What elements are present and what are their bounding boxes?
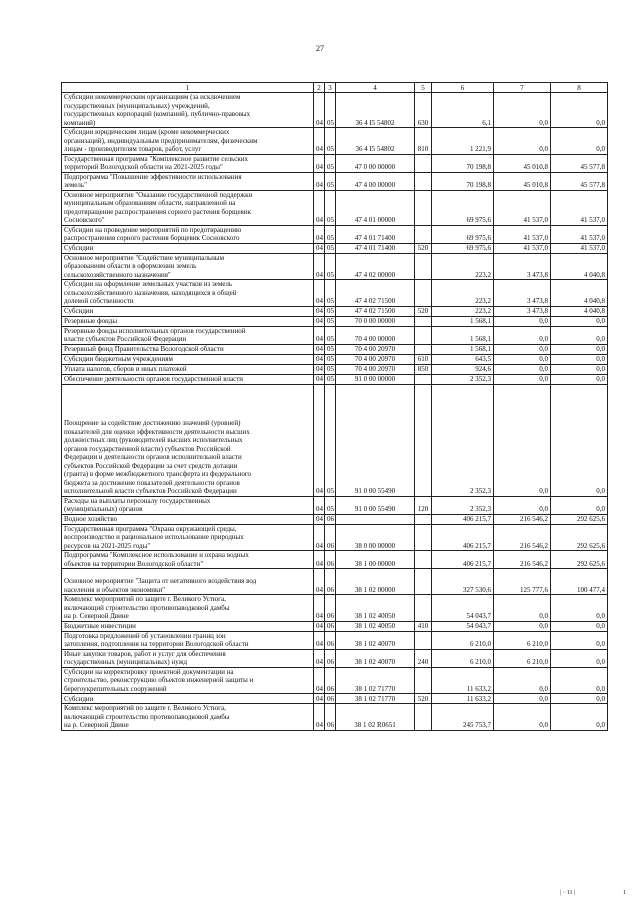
expense-type-cell [415,253,432,280]
table-row [62,316,608,326]
table-row [62,225,608,243]
target-article-cell: 70 4 00 20970 [336,364,415,374]
target-article-cell: 47 4 00 00000 [336,172,415,190]
expense-type-cell [415,384,432,496]
expense-type-cell: 520 [415,243,432,253]
header-row [62,83,608,93]
amount-2021-cell: 6 210,0 [432,649,494,667]
table-row [62,667,608,694]
table-row [62,649,608,667]
amount-2023-cell: 0,0 [551,621,608,631]
budget-table [61,82,608,731]
section-code-cell: 04 [314,649,325,667]
subsection-code-cell: 05 [325,243,336,253]
subsection-code-cell: 05 [325,316,336,326]
row-name-cell: Комплекс мероприятий по защите г. Великого Устюга, включающий строительство противопаводковой дамбы на р. Северной Двине [62,595,314,622]
subsection-code-cell: 06 [325,595,336,622]
amount-2023-cell: 0,0 [551,344,608,354]
amount-2022-cell: 3 473,8 [494,306,551,316]
expense-type-cell: 410 [415,621,432,631]
table-row [62,524,608,551]
target-article-cell: 91 0 00 55490 [336,384,415,496]
amount-2021-cell: 2 352,3 [432,384,494,496]
section-code-cell: 04 [314,569,325,595]
section-code-cell: 04 [314,253,325,280]
row-name-cell: Основное мероприятие "Защита от негативного воздействия вод населения и объектов экономики" [62,569,314,595]
expense-type-cell: 120 [415,496,432,514]
target-article-cell: 38 1 02 40050 [336,621,415,631]
amount-2022-cell: 0,0 [494,326,551,344]
amount-2023-cell: 0,0 [551,667,608,694]
subsection-code-cell: 06 [325,694,336,704]
section-code-cell: 04 [314,172,325,190]
footer-mark-right: 1 [623,890,626,896]
amount-2022-cell: 0,0 [494,128,551,155]
amount-2023-cell: 0,0 [551,316,608,326]
amount-2023-cell: 41 537,0 [551,225,608,243]
target-article-cell: 38 1 02 40070 [336,649,415,667]
amount-2021-cell: 70 198,8 [432,154,494,172]
subsection-code-cell: 05 [325,374,336,384]
expense-type-cell: 240 [415,649,432,667]
amount-2022-cell: 0,0 [494,496,551,514]
amount-2022-cell: 0,0 [494,93,551,128]
table-row [62,326,608,344]
expense-type-cell [415,326,432,344]
amount-2023-cell: 4 040,8 [551,306,608,316]
amount-2023-cell: 0,0 [551,694,608,704]
table-row [62,551,608,569]
amount-2023-cell: 0,0 [551,384,608,496]
table-row [62,190,608,225]
row-name-cell: Резервный фонд Правительства Вологодской области [62,344,314,354]
amount-2021-cell: 1 568,1 [432,316,494,326]
header-cell: 1 [62,83,314,93]
header-cell: 8 [551,83,608,93]
amount-2021-cell: 924,6 [432,364,494,374]
amount-2021-cell: 11 633,2 [432,694,494,704]
target-article-cell: 70 4 00 00000 [336,326,415,344]
table-row [62,172,608,190]
section-code-cell: 04 [314,364,325,374]
target-article-cell: 38 1 02 R0651 [336,704,415,731]
table-row [62,280,608,307]
table-row [62,704,608,731]
amount-2022-cell: 0,0 [494,704,551,731]
row-name-cell: Субсидии юридическим лицам (кроме некоммерческих организаций), индивидуальным предпринимателям, физическим лицам - производителям товаров, работ, услуг [62,128,314,155]
header-cell: 5 [415,83,432,93]
section-code-cell: 04 [314,704,325,731]
section-code-cell: 04 [314,631,325,649]
expense-type-cell [415,569,432,595]
amount-2023-cell: 45 577,8 [551,172,608,190]
amount-2021-cell: 406 215,7 [432,551,494,569]
subsection-code-cell: 05 [325,344,336,354]
header-cell: 2 [314,83,325,93]
subsection-code-cell: 05 [325,225,336,243]
target-article-cell: 38 1 02 40070 [336,631,415,649]
section-code-cell: 04 [314,280,325,307]
amount-2022-cell: 0,0 [494,364,551,374]
amount-2022-cell: 0,0 [494,621,551,631]
amount-2021-cell: 1 568,1 [432,326,494,344]
subsection-code-cell: 06 [325,551,336,569]
table-row [62,154,608,172]
expense-type-cell [415,514,432,524]
section-code-cell: 04 [314,190,325,225]
amount-2023-cell: 41 537,0 [551,190,608,225]
target-article-cell: 38 1 00 00000 [336,551,415,569]
table-row [62,354,608,364]
table-row [62,344,608,354]
amount-2022-cell: 125 777,6 [494,569,551,595]
section-code-cell: 04 [314,326,325,344]
amount-2021-cell: 69 975,6 [432,190,494,225]
row-name-cell: Субсидии [62,243,314,253]
section-code-cell: 04 [314,496,325,514]
amount-2021-cell: 69 975,6 [432,225,494,243]
amount-2021-cell: 6,1 [432,93,494,128]
section-code-cell: 04 [314,514,325,524]
amount-2022-cell: 0,0 [494,344,551,354]
target-article-cell: 36 4 I5 54802 [336,128,415,155]
section-code-cell: 04 [314,384,325,496]
expense-type-cell [415,704,432,731]
subsection-code-cell: 05 [325,253,336,280]
subsection-code-cell: 06 [325,524,336,551]
row-name-cell: Подготовка предложений об установлении границ зон затопления, подтопления на территории Вологодской области [62,631,314,649]
section-code-cell: 04 [314,225,325,243]
amount-2021-cell: 1 221,9 [432,128,494,155]
subsection-code-cell: 06 [325,621,336,631]
section-code-cell: 04 [314,344,325,354]
amount-2022-cell: 0,0 [494,667,551,694]
amount-2022-cell: 0,0 [494,694,551,704]
section-code-cell: 04 [314,316,325,326]
target-article-cell: 70 4 00 20970 [336,344,415,354]
target-article-cell: 38 1 02 40050 [336,595,415,622]
amount-2021-cell: 6 210,0 [432,631,494,649]
expense-type-cell: 810 [415,128,432,155]
section-code-cell: 04 [314,621,325,631]
amount-2023-cell: 0,0 [551,496,608,514]
amount-2021-cell: 54 043,7 [432,595,494,622]
target-article-cell: 47 0 00 00000 [336,154,415,172]
amount-2022-cell: 216 546,2 [494,514,551,524]
row-name-cell: Субсидии [62,306,314,316]
amount-2022-cell: 0,0 [494,374,551,384]
table-row [62,569,608,595]
header-cell: 3 [325,83,336,93]
amount-2023-cell: 0,0 [551,374,608,384]
amount-2023-cell: 0,0 [551,326,608,344]
row-name-cell: Субсидии на оформление земельных участков из земель сельскохозяйственного назначения, находящихся в общей долевой собственности [62,280,314,307]
section-code-cell: 04 [314,354,325,364]
expense-type-cell: 610 [415,354,432,364]
row-name-cell: Субсидии [62,694,314,704]
subsection-code-cell: 05 [325,172,336,190]
target-article-cell: 91 0 00 00000 [336,374,415,384]
target-article-cell [336,514,415,524]
row-name-cell: Расходы на выплаты персоналу государственных (муниципальных) органов [62,496,314,514]
table-row [62,694,608,704]
table-row [62,621,608,631]
row-name-cell: Поощрение за содействие достижению значений (уровней) показателей для оценки эффективности деятельности высших должностных лиц (руководителей высших исполнительных органов государственной власти) субъектов Российской Федерации и деятельности органов исполнительной власти субъектов Российской Федерации за счет средств дотации (гранта) в форме межбюджетного трансферта из федерального бюджета за достижение показателей деятельности органов исполнительной власти субъектов Российской Федерации [62,384,314,496]
subsection-code-cell: 05 [325,326,336,344]
expense-type-cell [415,631,432,649]
amount-2022-cell: 3 473,8 [494,253,551,280]
row-name-cell: Государственная программа "Охрана окружающей среды, воспроизводство и рациональное использование природных ресурсов на 2021-2025 годы" [62,524,314,551]
row-name-cell: Иные закупки товаров, работ и услуг для обеспечения государственных (муниципальных) нужд [62,649,314,667]
amount-2023-cell: 100 477,4 [551,569,608,595]
amount-2022-cell: 0,0 [494,595,551,622]
table-row [62,306,608,316]
expense-type-cell [415,551,432,569]
amount-2023-cell: 292 625,6 [551,551,608,569]
subsection-code-cell: 05 [325,384,336,496]
table-row [62,595,608,622]
amount-2021-cell: 11 633,2 [432,667,494,694]
target-article-cell: 38 1 02 71770 [336,694,415,704]
section-code-cell: 04 [314,524,325,551]
target-article-cell: 38 1 02 71770 [336,667,415,694]
row-name-cell: Подпрограмма "Повышение эффективности использования земель" [62,172,314,190]
subsection-code-cell: 05 [325,190,336,225]
expense-type-cell [415,316,432,326]
amount-2023-cell: 4 040,8 [551,253,608,280]
target-article-cell: 47 4 01 00000 [336,190,415,225]
target-article-cell: 47 4 02 71500 [336,280,415,307]
target-article-cell: 38 1 02 00000 [336,569,415,595]
table-row [62,384,608,496]
subsection-code-cell: 05 [325,496,336,514]
expense-type-cell: 630 [415,93,432,128]
amount-2023-cell: 41 537,0 [551,243,608,253]
amount-2022-cell: 41 537,0 [494,243,551,253]
amount-2022-cell: 41 537,0 [494,225,551,243]
subsection-code-cell: 06 [325,649,336,667]
subsection-code-cell: 05 [325,128,336,155]
subsection-code-cell: 06 [325,667,336,694]
amount-2021-cell: 406 215,7 [432,524,494,551]
row-name-cell: Субсидии на проведение мероприятий по предотвращению распространения сорного растения борщевик Сосновского [62,225,314,243]
subsection-code-cell: 06 [325,569,336,595]
amount-2023-cell: 0,0 [551,649,608,667]
section-code-cell: 04 [314,551,325,569]
target-article-cell: 47 4 02 00000 [336,253,415,280]
table-row [62,514,608,524]
section-code-cell: 04 [314,128,325,155]
amount-2023-cell: 0,0 [551,354,608,364]
subsection-code-cell: 05 [325,93,336,128]
amount-2021-cell: 643,5 [432,354,494,364]
amount-2021-cell: 245 753,7 [432,704,494,731]
expense-type-cell [415,190,432,225]
row-name-cell: Резервные фонды [62,316,314,326]
amount-2023-cell: 292 625,6 [551,514,608,524]
row-name-cell: Комплекс мероприятий по защите г. Великого Устюга, включающий строительство противопаводковой дамбы на р. Северной Двине [62,704,314,731]
subsection-code-cell: 06 [325,514,336,524]
expense-type-cell [415,225,432,243]
section-code-cell: 04 [314,667,325,694]
target-article-cell: 70 0 00 00000 [336,316,415,326]
table-row [62,631,608,649]
amount-2022-cell: 216 546,2 [494,551,551,569]
amount-2023-cell: 4 040,8 [551,280,608,307]
expense-type-cell [415,524,432,551]
amount-2021-cell: 223,2 [432,280,494,307]
target-article-cell: 47 4 01 71400 [336,225,415,243]
subsection-code-cell: 05 [325,154,336,172]
expense-type-cell: 520 [415,694,432,704]
subsection-code-cell: 05 [325,280,336,307]
amount-2023-cell: 0,0 [551,704,608,731]
amount-2021-cell: 1 568,1 [432,344,494,354]
expense-type-cell [415,667,432,694]
row-name-cell: Государственная программа "Комплексное развитие сельских территорий Вологодской области на 2021-2025 годы" [62,154,314,172]
table-row [62,364,608,374]
amount-2022-cell: 45 010,8 [494,172,551,190]
section-code-cell: 04 [314,93,325,128]
expense-type-cell [415,344,432,354]
row-name-cell: Водное хозяйство [62,514,314,524]
header-cell: 6 [432,83,494,93]
expense-type-cell [415,374,432,384]
row-name-cell: Резервные фонды исполнительных органов государственной власти субъектов Российской Федерации [62,326,314,344]
expense-type-cell [415,154,432,172]
target-article-cell: 36 4 I5 54802 [336,93,415,128]
section-code-cell: 04 [314,154,325,172]
row-name-cell: Субсидии некоммерческим организациям (за исключением государственных (муниципальных) учреждений, государственных корпораций (компаний), публично-правовых компаний) [62,93,314,128]
header-cell: 7 [494,83,551,93]
amount-2022-cell: 0,0 [494,316,551,326]
amount-2021-cell: 69 975,6 [432,243,494,253]
table-row [62,496,608,514]
amount-2022-cell: 0,0 [494,384,551,496]
subsection-code-cell: 05 [325,354,336,364]
amount-2023-cell: 0,0 [551,364,608,374]
target-article-cell: 70 4 00 20970 [336,354,415,364]
section-code-cell: 04 [314,694,325,704]
subsection-code-cell: 05 [325,364,336,374]
amount-2023-cell: 292 625,6 [551,524,608,551]
page-number: 27 [316,44,324,53]
amount-2022-cell: 45 010,8 [494,154,551,172]
subsection-code-cell: 05 [325,306,336,316]
amount-2021-cell: 54 043,7 [432,621,494,631]
amount-2023-cell: 0,0 [551,128,608,155]
expense-type-cell [415,595,432,622]
expense-type-cell: 520 [415,306,432,316]
amount-2022-cell: 6 210,0 [494,631,551,649]
amount-2023-cell: 45 577,8 [551,154,608,172]
amount-2022-cell: 216 546,2 [494,524,551,551]
target-article-cell: 47 4 01 71400 [336,243,415,253]
row-name-cell: Основное мероприятие "Содействие муниципальным образованиям области в оформлении земель сельскохозяйственного назначения" [62,253,314,280]
amount-2021-cell: 406 215,7 [432,514,494,524]
target-article-cell: 91 0 00 55490 [336,496,415,514]
row-name-cell: Уплата налогов, сборов и иных платежей [62,364,314,374]
amount-2022-cell: 3 473,8 [494,280,551,307]
section-code-cell: 04 [314,306,325,316]
section-code-cell: 04 [314,374,325,384]
row-name-cell: Основное мероприятие "Оказание государственной поддержки муниципальным образованиям области, направленной на предотвращение распространения сорного растения борщевик Сосновского" [62,190,314,225]
amount-2021-cell: 2 352,3 [432,496,494,514]
target-article-cell: 38 0 00 00000 [336,524,415,551]
subsection-code-cell: 06 [325,704,336,731]
row-name-cell: Подпрограмма "Комплексное использование и охрана водных объектов на территории Вологодской области" [62,551,314,569]
header-cell: 4 [336,83,415,93]
row-name-cell: Субсидии на корректировку проектной документации на строительство, реконструкцию объектов инженерной защиты и берегоукрепительных сооружений [62,667,314,694]
subsection-code-cell: 06 [325,631,336,649]
section-code-cell: 04 [314,595,325,622]
table-row [62,128,608,155]
amount-2022-cell: 41 537,0 [494,190,551,225]
amount-2021-cell: 223,2 [432,306,494,316]
section-code-cell: 04 [314,243,325,253]
amount-2021-cell: 223,2 [432,253,494,280]
amount-2023-cell: 0,0 [551,93,608,128]
expense-type-cell: 850 [415,364,432,374]
amount-2021-cell: 70 198,8 [432,172,494,190]
row-name-cell: Субсидии бюджетным учреждениям [62,354,314,364]
expense-type-cell [415,172,432,190]
expense-type-cell [415,280,432,307]
table-row [62,374,608,384]
amount-2022-cell: 6 210,0 [494,649,551,667]
row-name-cell: Обеспечение деятельности органов государственной власти [62,374,314,384]
target-article-cell: 47 4 02 71500 [336,306,415,316]
amount-2023-cell: 0,0 [551,631,608,649]
footer-mark: | ··11 | [560,890,576,896]
amount-2022-cell: 0,0 [494,354,551,364]
row-name-cell: Бюджетные инвестиции [62,621,314,631]
table-row [62,93,608,128]
amount-2021-cell: 327 530,6 [432,569,494,595]
amount-2021-cell: 2 352,3 [432,374,494,384]
table-row [62,243,608,253]
table-row [62,253,608,280]
amount-2023-cell: 0,0 [551,595,608,622]
